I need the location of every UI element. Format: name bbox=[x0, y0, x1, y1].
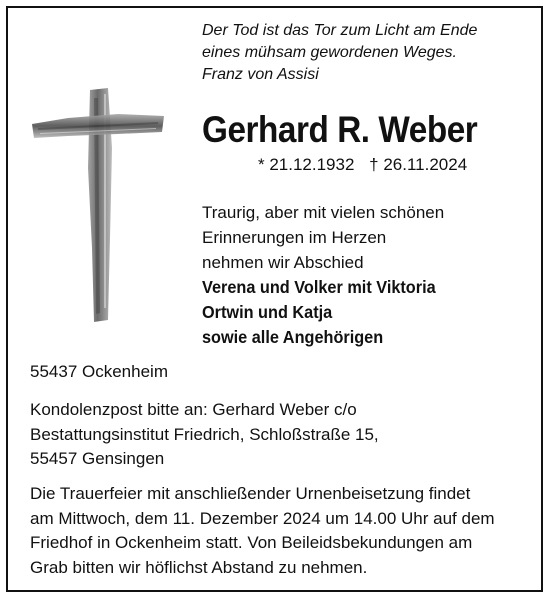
mourning-line: Traurig, aber mit vielen schönen bbox=[202, 203, 445, 222]
deceased-name: Gerhard R. Weber bbox=[202, 109, 478, 150]
condolence-block bbox=[30, 398, 379, 472]
condolence-line: Bestattungsinstitut Friedrich, Schloßstraße 15, bbox=[30, 424, 379, 444]
funeral-block bbox=[30, 482, 495, 580]
mourning-line: nehmen wir Abschied bbox=[202, 253, 364, 272]
funeral-line: Grab bitten wir höflichst Abstand zu nehmen. bbox=[30, 557, 368, 577]
mourning-line: Erinnerungen im Herzen bbox=[202, 228, 387, 247]
mourner-name: sowie alle Angehörigen bbox=[202, 327, 384, 347]
condolence-line: Kondolenzpost bitte an: Gerhard Weber c/o bbox=[30, 400, 357, 419]
life-dates bbox=[258, 154, 477, 176]
funeral-line: Friedhof in Ockenheim statt. Von Beileidsbekundungen am bbox=[30, 533, 473, 552]
quote-author: Franz von Assisi bbox=[202, 66, 319, 83]
quote-block bbox=[202, 20, 477, 86]
location: 55437 Ockenheim bbox=[30, 362, 168, 381]
quote-line: eines mühsam gewordenen Weges. bbox=[202, 44, 457, 61]
condolence-line: 55457 Gensingen bbox=[30, 449, 165, 468]
mourner-name: Verena und Volker mit Viktoria bbox=[202, 277, 436, 297]
quote-line: Der Tod ist das Tor zum Licht am Ende bbox=[202, 22, 478, 39]
cross-icon bbox=[28, 88, 168, 323]
mourning-block bbox=[202, 200, 453, 350]
funeral-line: Die Trauerfeier mit anschließender Urnenbeisetzung findet bbox=[30, 484, 471, 503]
funeral-line: am Mittwoch, dem 11. Dezember 2024 um 14.00 Uhr auf dem bbox=[30, 508, 495, 528]
death-date: † 26.11.2024 bbox=[369, 155, 468, 174]
birth-date: * 21.12.1932 bbox=[258, 155, 355, 174]
mourner-name: Ortwin und Katja bbox=[202, 302, 333, 322]
